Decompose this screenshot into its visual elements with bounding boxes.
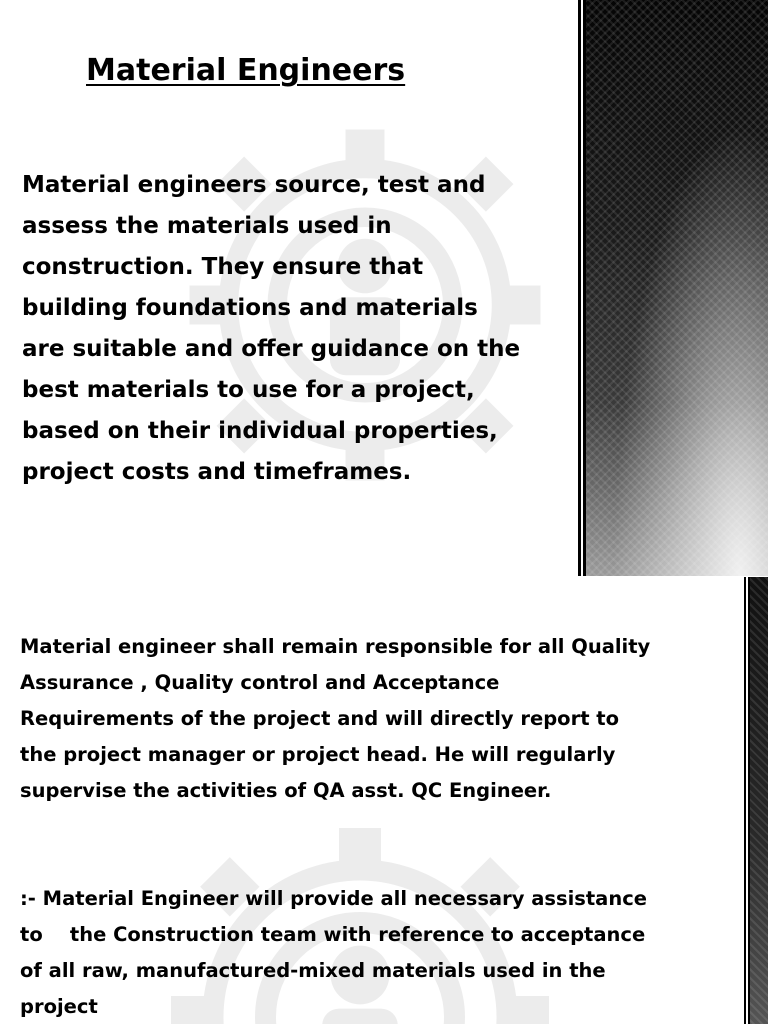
assistance-paragraph: :- Material Engineer will provide all necessary assistance to the Construction team with reference to acceptance of all raw, manufactured-mixed materials used in the project [20,887,648,1018]
decorative-side-panel [578,0,768,576]
page-title: Material Engineers [86,53,406,88]
responsibility-paragraph: Material engineer shall remain responsible for all Quality Assurance , Quality control and Acceptance Requirements of the project and will directly report to the project manager or project head. He will regularly supervise the activities of QA asst. QC Engineer. [20,635,651,802]
definition-paragraph: Material engineers source, test and assess the materials used in construction. They ensure that building foundations and materials are suitable and offer guidance on the best materials to use for a project, based on their individual properties, project costs and timeframes. [22,172,521,485]
decorative-side-strip [744,577,768,1024]
slide-responsibilities [0,577,768,1024]
